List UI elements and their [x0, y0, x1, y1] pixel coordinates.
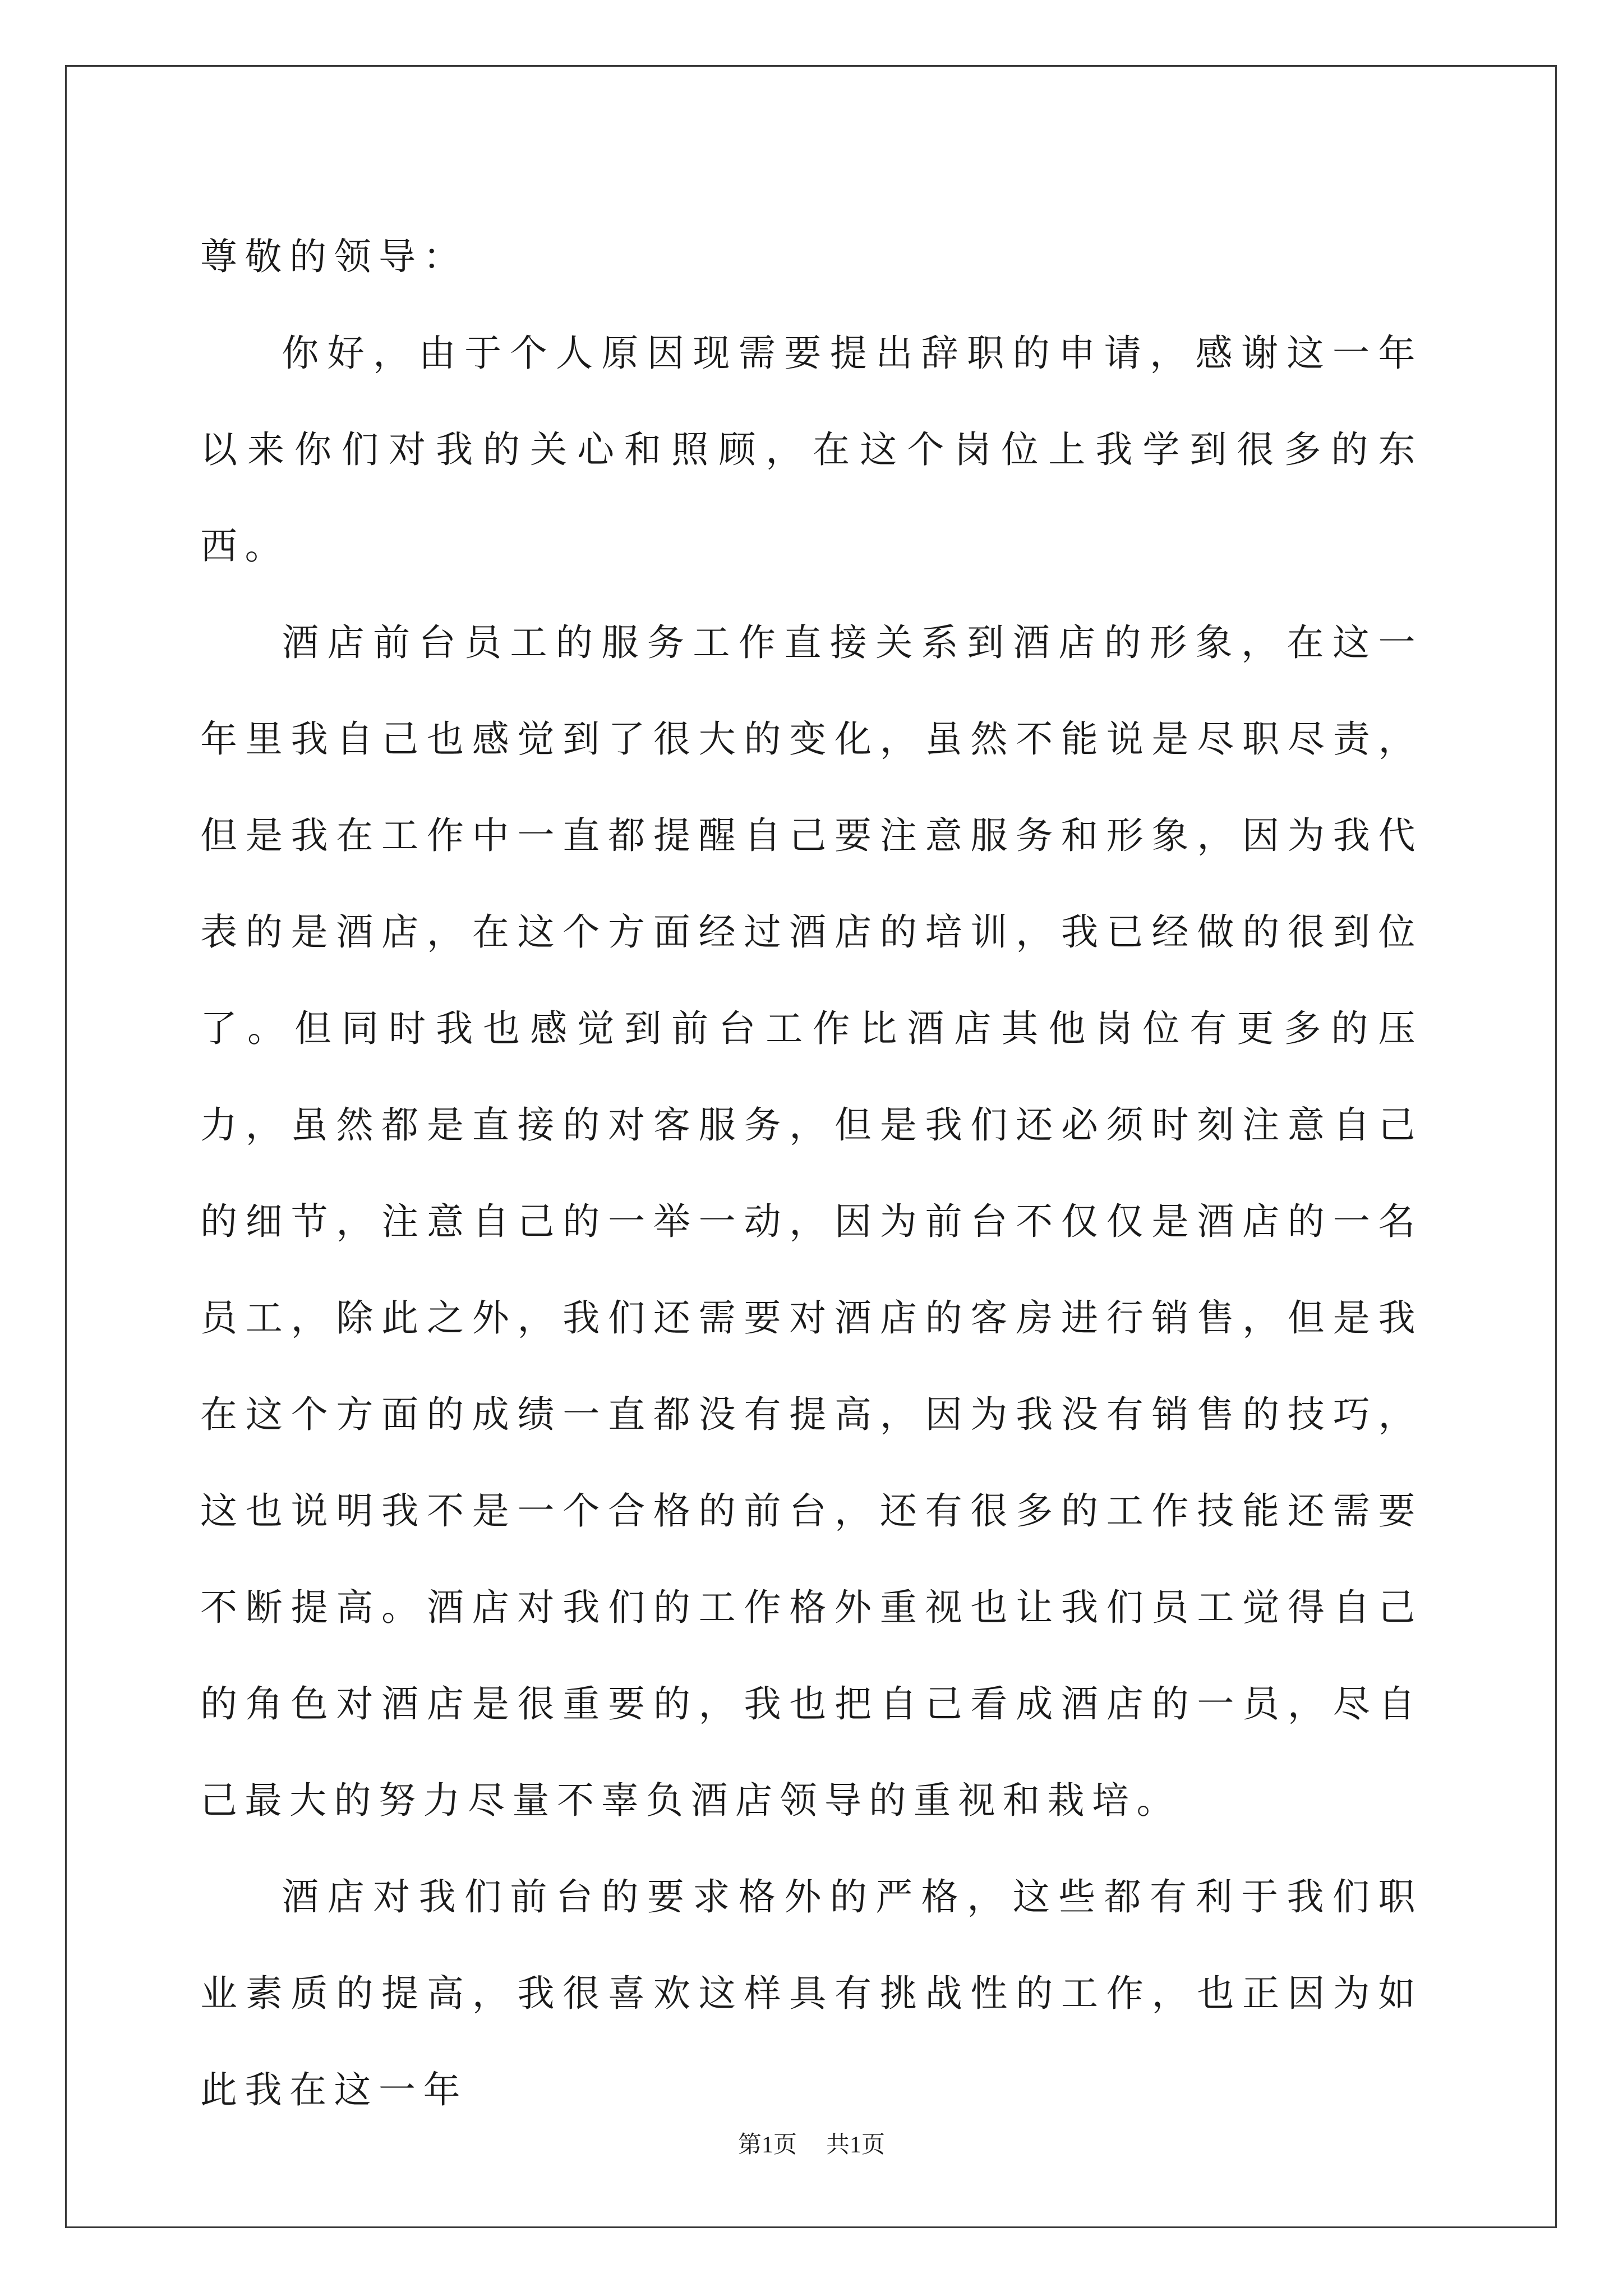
- paragraph-front-desk-work: 酒店前台员工的服务工作直接关系到酒店的形象，在这一年里我自己也感觉到了很大的变化，虽然不能说是尽职尽责，但是我在工作中一直都提醒自己要注意服务和形象，因为我代表的是酒店，在这个方面经过酒店的培训，我已经做的很到位了。但同时我也感觉到前台工作比酒店其他岗位有更多的压力，虽然都是直接的对客服务，但是我们还必须时刻注意自己的细节，注意自己的一举一动，因为前台不仅仅是酒店的一名员工，除此之外，我们还需要对酒店的客房进行销售，但是我在这个方面的成绩一直都没有提高，因为我没有销售的技巧，这也说明我不是一个合格的前台，还有很多的工作技能还需要不断提高。酒店对我们的工作格外重视也让我们员工觉得自己的角色对酒店是很重要的，我也把自己看成酒店的一员，尽自己最大的努力尽量不辜负酒店领导的重视和栽培。: [200, 621, 1423, 1822]
- page-number-current: 第1页: [737, 2132, 797, 2158]
- page-number-total: 共1页: [826, 2132, 886, 2158]
- paragraph-greeting: 你好，由于个人原因现需要提出辞职的申请，感谢这一年以来你们对我的关心和照顾，在这个岗位上我学到很多的东西。: [200, 332, 1423, 568]
- salutation: 尊敬的领导：: [200, 235, 468, 278]
- document-body: [200, 209, 1423, 2138]
- paragraph-requirements: 酒店对我们前台的要求格外的严格，这些都有利于我们职业素质的提高，我很喜欢这样具有挑战性的工作，也正因为如此我在这一年: [200, 1875, 1423, 2111]
- page-footer: [0, 2131, 1623, 2160]
